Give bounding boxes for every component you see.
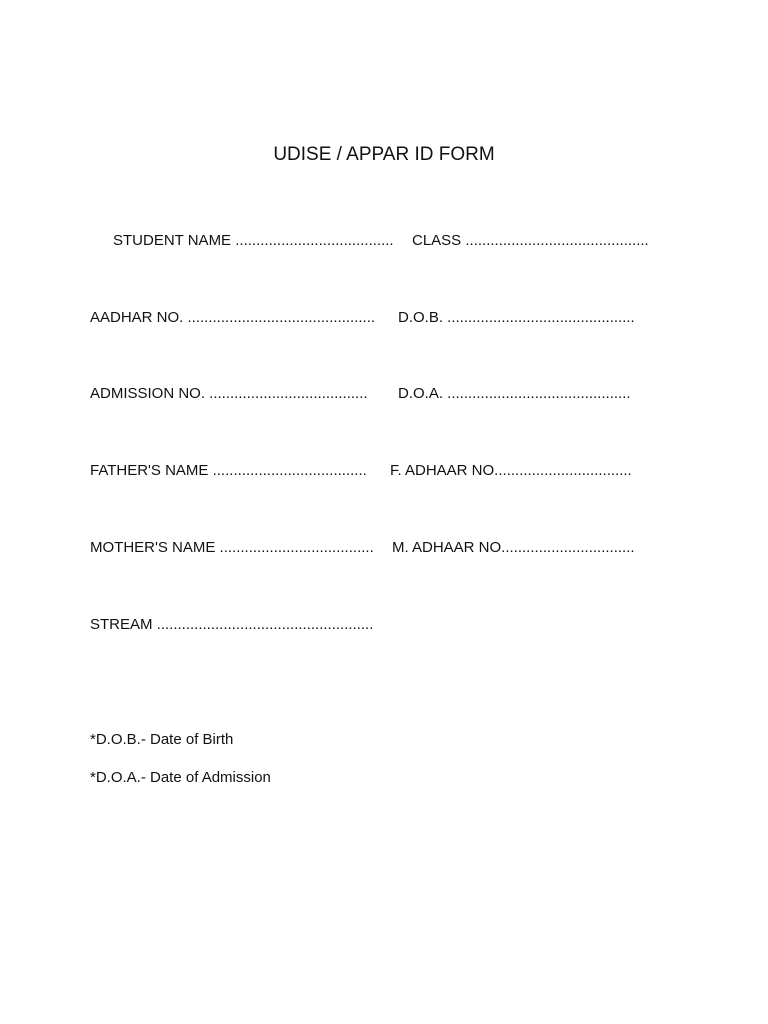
dob-field: D.O.B. ............................................. xyxy=(398,309,635,326)
aadhar-no-field: AADHAR NO. ............................................. xyxy=(90,309,376,326)
admission-no-field: ADMISSION NO. ...................................... xyxy=(90,385,368,402)
mothers-name-field: MOTHER'S NAME ..................................... xyxy=(90,539,374,556)
note-doa: *D.O.A.- Date of Admission xyxy=(90,769,271,786)
student-name-field: STUDENT NAME ...................................... xyxy=(113,232,394,249)
fathers-name-field: FATHER'S NAME ..................................... xyxy=(90,462,367,479)
doa-field: D.O.A. ............................................ xyxy=(398,385,631,402)
class-field: CLASS ............................................ xyxy=(412,232,649,249)
note-dob: *D.O.B.- Date of Birth xyxy=(90,731,234,748)
father-adhaar-field: F. ADHAAR NO................................. xyxy=(390,462,632,479)
mother-adhaar-field: M. ADHAAR NO................................ xyxy=(392,539,635,556)
stream-field: STREAM .................................................... xyxy=(90,616,374,633)
form-title: UDISE / APPAR ID FORM xyxy=(273,144,495,165)
